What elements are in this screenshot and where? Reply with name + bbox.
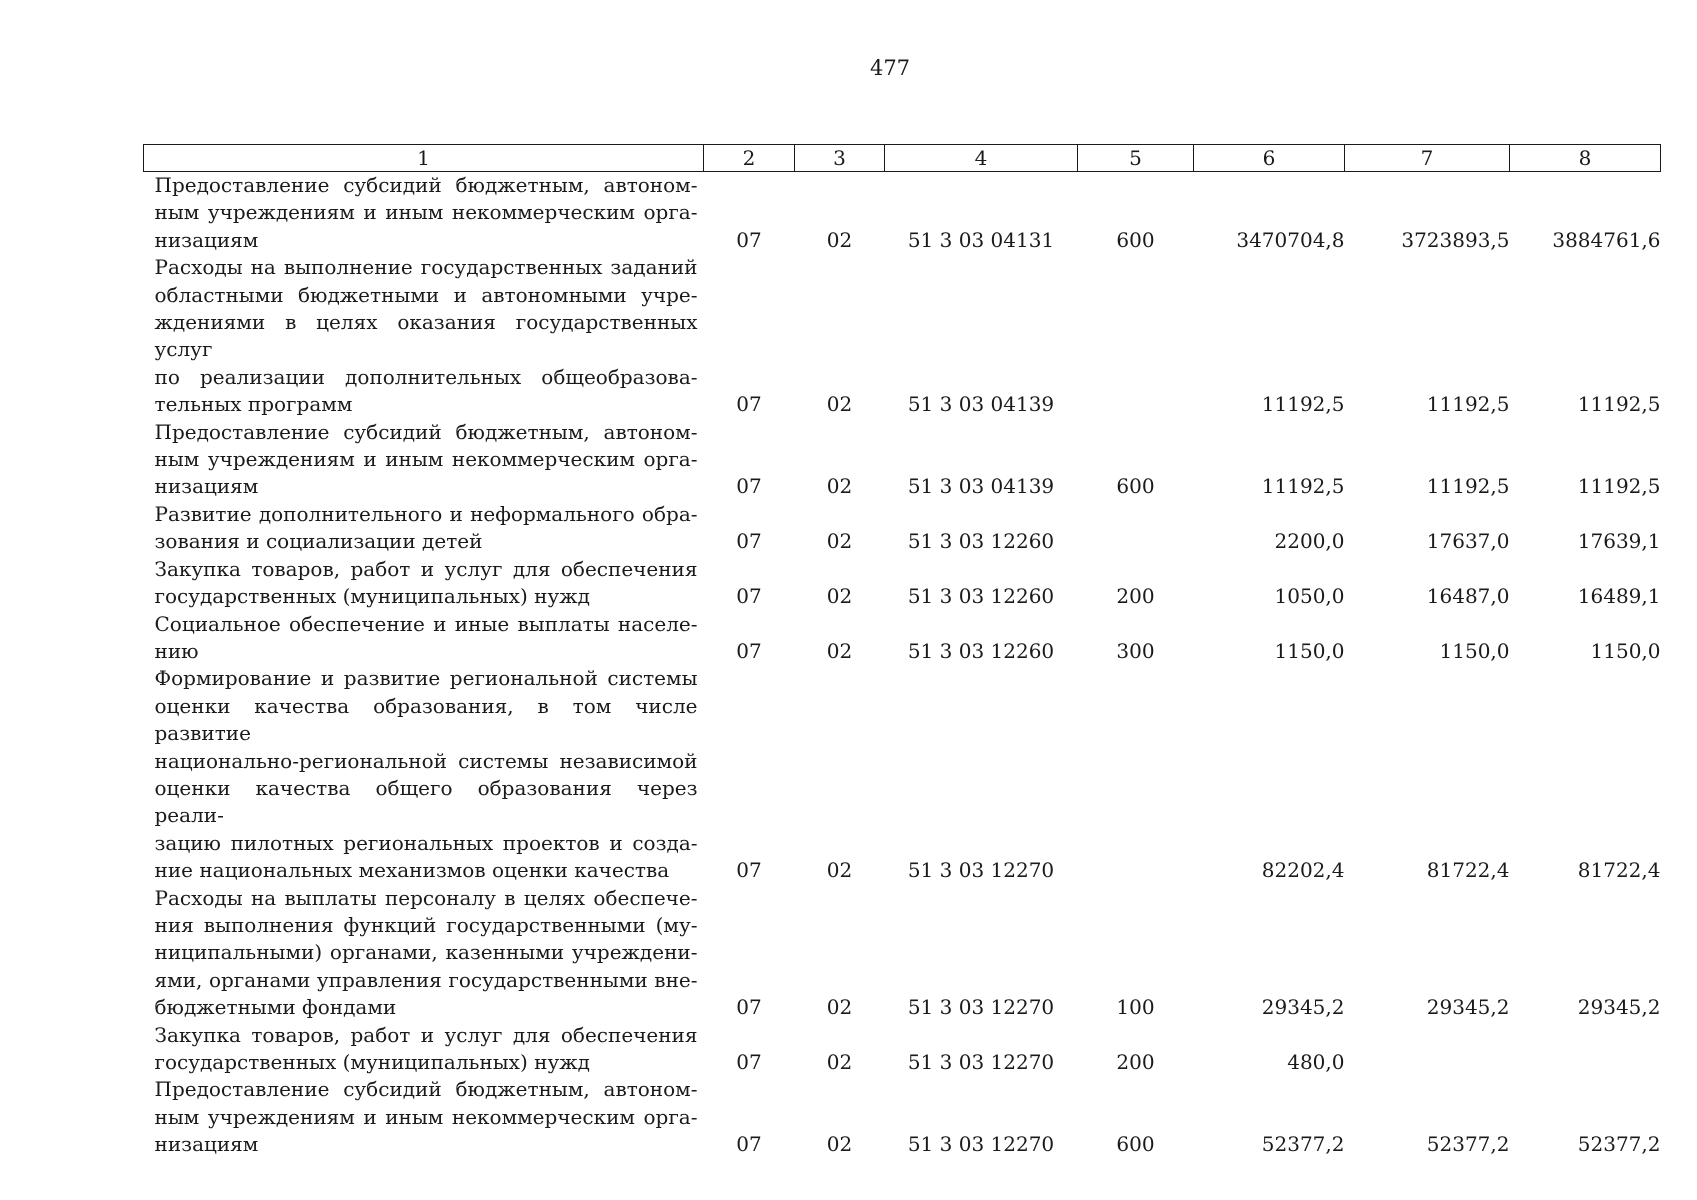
target-article-code: 51 3 03 12270 [907, 858, 1055, 883]
amount-col-8: 52377,2 [1577, 1132, 1661, 1157]
section-code: 07 [736, 392, 762, 417]
amount-col-6: 1050,0 [1274, 584, 1345, 609]
description-line: Социальное обеспечение и иные выплаты населе- [154, 611, 698, 636]
description-line: ниципальными) органами, казенными учреждени- [154, 940, 698, 965]
amount-col-7: 11192,5 [1426, 392, 1510, 417]
subsection-code: 02 [826, 529, 853, 554]
table-row [144, 172, 1661, 255]
expense-type-code [1078, 665, 1194, 884]
table-row [144, 611, 1661, 666]
description-line: ние национальных механизмов оценки качества [154, 858, 670, 883]
amount-col-6: 11192,5 [1261, 392, 1345, 417]
section-code: 07 [736, 1050, 762, 1074]
row-description [144, 665, 704, 884]
amount-col-6: 29345,2 [1261, 995, 1345, 1020]
section-code: 07 [736, 638, 762, 663]
table-header-row [144, 145, 1661, 172]
expense-type-code: 600 [1116, 474, 1155, 499]
row-description [144, 1022, 704, 1077]
description-line: тельных программ [154, 392, 353, 417]
subsection-code: 02 [826, 638, 853, 663]
amount-col-8 [1510, 1022, 1661, 1077]
amount-col-7: 81722,4 [1426, 858, 1510, 883]
table-row [144, 665, 1661, 884]
amount-col-7: 16487,0 [1426, 584, 1510, 609]
amount-col-7: 29345,2 [1426, 995, 1510, 1020]
row-description [144, 556, 704, 611]
expense-type-code: 200 [1116, 1050, 1155, 1074]
target-article-code: 51 3 03 12270 [907, 1132, 1055, 1157]
description-line: Предоставление субсидий бюджетным, автоном- [154, 1077, 698, 1102]
section-code: 07 [736, 474, 762, 499]
expense-type-code: 200 [1116, 584, 1155, 609]
table-row [144, 1076, 1661, 1158]
budget-table [143, 144, 1661, 1159]
description-line: ным учреждениям и иным некоммерческим орга- [154, 200, 698, 225]
description-line: ния выполнения функций государственными (му- [154, 912, 698, 937]
section-code: 07 [736, 995, 762, 1020]
description-line: Расходы на выполнение государственных заданий [154, 255, 698, 280]
target-article-code: 51 3 03 12260 [907, 529, 1055, 554]
column-header-7: 7 [1345, 145, 1510, 172]
row-description [144, 254, 704, 418]
subsection-code: 02 [826, 995, 853, 1020]
description-line: Предоставление субсидий бюджетным, автоном- [154, 173, 698, 197]
amount-col-7: 11192,5 [1426, 474, 1510, 499]
subsection-code: 02 [826, 227, 853, 252]
description-line: оценки качества общего образования через реали- [154, 775, 698, 828]
description-line: национально-региональной системы независимой [154, 748, 698, 773]
table-row [144, 419, 1661, 501]
description-line: Формирование и развитие региональной системы [154, 666, 698, 691]
description-line: Закупка товаров, работ и услуг для обеспечения [154, 1022, 698, 1047]
amount-col-6: 480,0 [1287, 1050, 1345, 1074]
description-line: Предоставление субсидий бюджетным, автоном- [154, 419, 698, 444]
row-description [144, 611, 704, 666]
description-line: Закупка товаров, работ и услуг для обеспечения [154, 556, 698, 581]
description-line: Расходы на выплаты персоналу в целях обеспече- [154, 885, 698, 910]
column-header-1: 1 [144, 145, 704, 172]
subsection-code: 02 [826, 858, 853, 883]
description-line: государственных (муниципальных) нужд [154, 1050, 590, 1074]
amount-col-8: 11192,5 [1577, 474, 1661, 499]
amount-col-7: 52377,2 [1426, 1132, 1510, 1157]
page-number: 477 [869, 56, 911, 80]
table-row [144, 501, 1661, 556]
section-code: 07 [736, 584, 762, 609]
table-row [144, 1022, 1661, 1077]
expense-type-code: 600 [1116, 227, 1155, 252]
section-code: 07 [736, 529, 762, 554]
description-line: государственных (муниципальных) нужд [154, 584, 590, 609]
target-article-code: 51 3 03 04139 [907, 474, 1055, 499]
column-header-4: 4 [885, 145, 1078, 172]
expense-type-code: 600 [1116, 1132, 1155, 1157]
description-line: ным учреждениям и иным некоммерческим орга- [154, 1104, 698, 1129]
amount-col-6: 82202,4 [1261, 858, 1345, 883]
row-description [144, 172, 704, 255]
amount-col-6: 1150,0 [1274, 638, 1345, 663]
description-line: зацию пилотных региональных проектов и созда- [154, 830, 698, 855]
table-row [144, 556, 1661, 611]
target-article-code: 51 3 03 12260 [907, 638, 1055, 663]
subsection-code: 02 [826, 584, 853, 609]
subsection-code: 02 [826, 1050, 853, 1074]
amount-col-6: 2200,0 [1274, 529, 1345, 554]
target-article-code: 51 3 03 04139 [907, 392, 1055, 417]
target-article-code: 51 3 03 12270 [907, 995, 1055, 1020]
row-description [144, 501, 704, 556]
subsection-code: 02 [826, 1132, 853, 1157]
description-line: низациям [154, 227, 259, 252]
description-line: нию [154, 638, 199, 663]
column-header-5: 5 [1078, 145, 1194, 172]
column-header-2: 2 [704, 145, 795, 172]
description-line: Развитие дополнительного и неформального обра- [154, 501, 698, 526]
table-row [144, 254, 1661, 418]
amount-col-7: 17637,0 [1426, 529, 1510, 554]
amount-col-8: 81722,4 [1577, 858, 1661, 883]
description-line: бюджетными фондами [154, 995, 397, 1020]
subsection-code: 02 [826, 392, 853, 417]
expense-type-code: 300 [1116, 638, 1155, 663]
expense-type-code [1078, 501, 1194, 556]
amount-col-8: 1150,0 [1590, 638, 1661, 663]
amount-col-6: 11192,5 [1261, 474, 1345, 499]
amount-col-8: 3884761,6 [1552, 227, 1661, 252]
description-line: низациям [154, 474, 259, 499]
subsection-code: 02 [826, 474, 853, 499]
row-description [144, 419, 704, 501]
target-article-code: 51 3 03 12270 [907, 1050, 1055, 1074]
amount-col-7: 3723893,5 [1401, 227, 1510, 252]
section-code: 07 [736, 858, 762, 883]
amount-col-7: 1150,0 [1439, 638, 1510, 663]
description-line: ным учреждениям и иным некоммерческим орга- [154, 447, 698, 472]
amount-col-8: 17639,1 [1577, 529, 1661, 554]
description-line: зования и социализации детей [154, 529, 483, 554]
amount-col-6: 52377,2 [1261, 1132, 1345, 1157]
amount-col-8: 29345,2 [1577, 995, 1661, 1020]
description-line: областными бюджетными и автономными учре- [154, 282, 698, 307]
target-article-code: 51 3 03 04131 [907, 227, 1055, 252]
table-row [144, 885, 1661, 1022]
amount-col-8: 11192,5 [1577, 392, 1661, 417]
row-description [144, 885, 704, 1022]
expense-type-code: 100 [1116, 995, 1155, 1020]
description-line: низациям [154, 1132, 259, 1157]
column-header-8: 8 [1510, 145, 1661, 172]
amount-col-6: 3470704,8 [1236, 227, 1345, 252]
column-header-3: 3 [795, 145, 885, 172]
description-line: ями, органами управления государственными вне- [154, 967, 698, 992]
section-code: 07 [736, 1132, 762, 1157]
description-line: по реализации дополнительных общеобразова- [154, 364, 698, 389]
table-body [144, 172, 1661, 1159]
expense-type-code [1078, 254, 1194, 418]
column-header-6: 6 [1194, 145, 1345, 172]
amount-col-7 [1345, 1022, 1510, 1077]
section-code: 07 [736, 227, 762, 252]
description-line: ждениями в целях оказания государственных услуг [154, 310, 698, 362]
amount-col-8: 16489,1 [1577, 584, 1661, 609]
target-article-code: 51 3 03 12260 [907, 584, 1055, 609]
description-line: оценки качества образования, в том числе развитие [154, 693, 698, 746]
row-description [144, 1076, 704, 1158]
